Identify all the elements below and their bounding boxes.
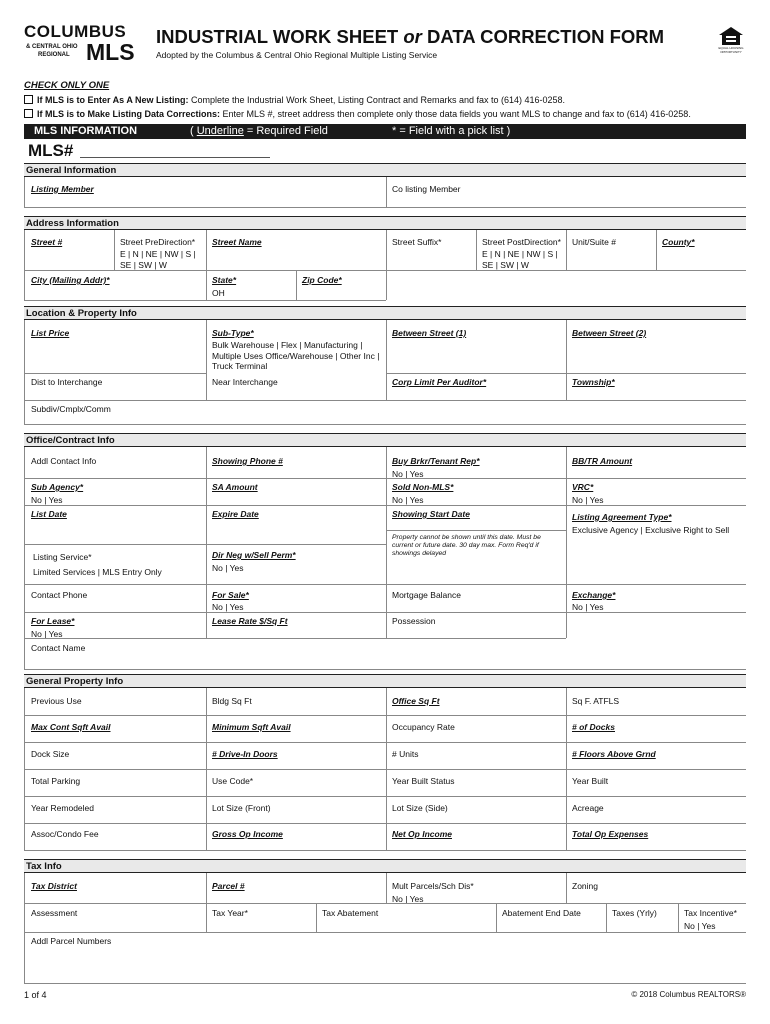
logo-sub1: & CENTRAL OHIO — [26, 44, 78, 50]
lot-size-side-field[interactable]: Lot Size (Side) — [392, 803, 448, 813]
listing-service-field[interactable]: Listing Service* — [33, 552, 92, 562]
mls-number-field[interactable] — [80, 157, 270, 158]
unit-suite-field[interactable]: Unit/Suite # — [572, 237, 616, 247]
office-sqft-field[interactable]: Office Sq Ft — [392, 696, 440, 706]
sub-agency-options: No | Yes — [31, 495, 63, 505]
street-number-field[interactable]: Street # — [31, 237, 63, 247]
opt1-bold: If MLS is to Enter As A New Listing: — [37, 95, 189, 105]
section-location: Location & Property Info — [24, 306, 746, 320]
bar-pick: * = Field with a pick list ) — [392, 125, 511, 137]
tax-abatement-field[interactable]: Tax Abatement — [322, 908, 379, 918]
street-postdirection-field[interactable]: Street PostDirection* — [482, 237, 561, 247]
logo — [24, 22, 142, 64]
drive-in-doors-field[interactable]: # Drive-In Doors — [212, 749, 278, 759]
section-general-property: General Property Info — [24, 674, 746, 688]
contact-name-field[interactable]: Contact Name — [31, 643, 86, 653]
addl-parcel-numbers-field[interactable]: Addl Parcel Numbers — [31, 936, 112, 946]
co-listing-member-field[interactable]: Co listing Member — [392, 184, 461, 194]
street-suffix-field[interactable]: Street Suffix* — [392, 237, 442, 247]
checkbox-icon[interactable] — [24, 95, 33, 104]
year-remodeled-field[interactable]: Year Remodeled — [31, 803, 95, 813]
page-title — [156, 26, 664, 48]
section-general: General Information — [24, 163, 746, 177]
section-office: Office/Contract Info — [24, 433, 746, 447]
bar-legend — [190, 124, 328, 139]
section-address: Address Information — [24, 216, 746, 230]
between-street-2-field[interactable]: Between Street (2) — [572, 328, 647, 338]
possession-field[interactable]: Possession — [392, 616, 436, 626]
bldg-sqft-field[interactable]: Bldg Sq Ft — [212, 696, 252, 706]
lease-rate-field[interactable]: Lease Rate $/Sq Ft — [212, 616, 288, 626]
listing-service-options: Limited Services | MLS Entry Only — [33, 567, 162, 577]
contact-phone-field[interactable]: Contact Phone — [31, 590, 88, 600]
near-interchange-field[interactable]: Near Interchange — [212, 377, 278, 387]
opt1-text: Complete the Industrial Work Sheet, Listing Contract and Remarks and fax to (614) 416-0258. — [188, 95, 566, 105]
abatement-end-date-field[interactable]: Abatement End Date — [502, 908, 581, 918]
expire-date-field[interactable]: Expire Date — [212, 509, 259, 519]
for-sale-field[interactable]: For Sale* — [212, 590, 249, 600]
exchange-field[interactable]: Exchange* — [572, 590, 616, 600]
vrc-field[interactable]: VRC* — [572, 482, 594, 492]
listing-member-field[interactable]: Listing Member — [31, 184, 94, 194]
title-part-a: INDUSTRIAL WORK SHEET — [156, 26, 404, 47]
sa-amount-field[interactable]: SA Amount — [212, 482, 258, 492]
showing-phone-field[interactable]: Showing Phone # — [212, 456, 283, 466]
township-field[interactable]: Township* — [572, 377, 615, 387]
for-sale-options: No | Yes — [212, 602, 244, 612]
dir-neg-options: No | Yes — [212, 563, 244, 573]
previous-use-field[interactable]: Previous Use — [31, 696, 82, 706]
minimum-sqft-field[interactable]: Minimum Sqft Avail — [212, 722, 291, 732]
mls-info-bar — [24, 124, 746, 139]
mls-number-label: MLS# — [28, 141, 74, 160]
occupancy-rate-field[interactable]: Occupancy Rate — [392, 722, 455, 732]
opt2-bold: If MLS is to Make Listing Data Corrections: — [37, 109, 221, 119]
listing-agreement-type-field[interactable]: Listing Agreement Type* — [572, 512, 672, 522]
lot-size-front-field[interactable]: Lot Size (Front) — [212, 803, 271, 813]
total-op-expenses-field[interactable]: Total Op Expenses — [572, 829, 649, 839]
logo-mls: MLS — [86, 39, 135, 65]
option-new-listing[interactable] — [24, 95, 565, 105]
street-name-field[interactable]: Street Name — [212, 237, 262, 247]
assoc-condo-fee-field[interactable]: Assoc/Condo Fee — [31, 829, 99, 839]
mortgage-balance-field[interactable]: Mortgage Balance — [392, 590, 461, 600]
total-parking-field[interactable]: Total Parking — [31, 776, 81, 786]
sub-agency-field[interactable]: Sub Agency* — [31, 482, 84, 492]
list-date-field[interactable]: List Date — [31, 509, 67, 519]
state-value: OH — [212, 288, 225, 298]
state-field[interactable]: State* — [212, 275, 237, 285]
tax-incentive-options: No | Yes — [684, 921, 716, 931]
docks-field[interactable]: # of Docks — [572, 722, 615, 732]
vrc-options: No | Yes — [572, 495, 604, 505]
equal-housing-icon — [718, 26, 744, 54]
bar-title: MLS INFORMATION — [34, 125, 138, 137]
taxes-yrly-field[interactable]: Taxes (Yrly) — [612, 908, 657, 918]
acreage-field[interactable]: Acreage — [572, 803, 604, 813]
buy-brkr-field[interactable]: Buy Brkr/Tenant Rep* — [392, 456, 480, 466]
exchange-options: No | Yes — [572, 602, 604, 612]
sold-non-mls-field[interactable]: Sold Non-MLS* — [392, 482, 454, 492]
logo-top-text: COLUMBUS — [24, 22, 127, 41]
gross-op-income-field[interactable]: Gross Op Income — [212, 829, 283, 839]
mult-parcels-options: No | Yes — [392, 894, 424, 904]
tax-incentive-field[interactable]: Tax Incentive* — [684, 908, 737, 918]
listing-agreement-options: Exclusive Agency | Exclusive Right to Sell — [572, 525, 730, 535]
mult-parcels-field[interactable]: Mult Parcels/Sch Dis* — [392, 881, 474, 891]
logo-sub2: REGIONAL — [38, 52, 70, 58]
zip-code-field[interactable]: Zip Code* — [302, 275, 342, 285]
bb-tr-amount-field[interactable]: BB/TR Amount — [572, 456, 633, 466]
dist-to-interchange-field[interactable]: Dist to Interchange — [31, 377, 103, 387]
eho-text: EQUAL HOUSING OPPORTUNITY — [718, 46, 744, 54]
section-tax: Tax Info — [24, 859, 746, 873]
tax-district-field[interactable]: Tax District — [31, 881, 77, 891]
sub-type-field[interactable]: Sub-Type* — [212, 328, 254, 338]
showing-start-date-field[interactable]: Showing Start Date — [392, 509, 470, 519]
showing-start-note: Property cannot be shown until this date. Must be current or future date. 30 day max. Form Req'd if showings delayed — [392, 534, 541, 557]
subdiv-field[interactable]: Subdiv/Cmplx/Comm — [31, 404, 111, 414]
addl-contact-info-field[interactable]: Addl Contact Info — [31, 456, 97, 466]
page-subtitle: Adopted by the Columbus & Central Ohio Regional Multiple Listing Service — [156, 50, 438, 60]
checkbox-icon[interactable] — [24, 109, 33, 118]
assessment-field[interactable]: Assessment — [31, 908, 78, 918]
copyright: © 2018 Columbus REALTORS® — [631, 990, 746, 999]
bar-underline: Underline — [196, 125, 244, 137]
sub-type-options: Bulk Warehouse | Flex | Manufacturing | Multiple Uses Office/Warehouse | Other Inc | Truck Terminal — [212, 340, 380, 371]
zoning-field[interactable]: Zoning — [572, 881, 598, 891]
sold-non-mls-options: No | Yes — [392, 495, 424, 505]
title-part-b: DATA CORRECTION FORM — [421, 26, 665, 47]
year-built-field[interactable]: Year Built — [572, 776, 609, 786]
year-built-status-field[interactable]: Year Built Status — [392, 776, 455, 786]
county-field[interactable]: County* — [662, 237, 695, 247]
title-or: or — [403, 26, 422, 47]
opt2-text: Enter MLS #, street address then complete only those data fields you want MLS to change and fax to (614) 416-0258. — [220, 109, 691, 119]
list-price-field[interactable]: List Price — [31, 328, 70, 338]
postdirection-options: E | N | NE | NW | S | SE | SW | W — [482, 249, 558, 270]
check-heading: CHECK ONLY ONE — [24, 80, 110, 91]
bar-req: = Required Field — [243, 125, 328, 137]
max-cont-sqft-field[interactable]: Max Cont Sqft Avail — [31, 722, 111, 732]
dock-size-field[interactable]: Dock Size — [31, 749, 70, 759]
option-data-correction[interactable] — [24, 109, 691, 119]
predirection-options: E | N | NE | NW | S | SE | SW | W — [120, 249, 196, 270]
floors-above-grnd-field[interactable]: # Floors Above Grnd — [572, 749, 656, 759]
parcel-field[interactable]: Parcel # — [212, 881, 245, 891]
page-number: 1 of 4 — [24, 990, 47, 1000]
sqft-atfls-field[interactable]: Sq F. ATFLS — [572, 696, 620, 706]
dir-neg-field[interactable]: Dir Neg w/Sell Perm* — [212, 550, 296, 560]
tax-year-field[interactable]: Tax Year* — [212, 908, 248, 918]
net-op-income-field[interactable]: Net Op Income — [392, 829, 452, 839]
units-field[interactable]: # Units — [392, 749, 419, 759]
for-lease-options: No | Yes — [31, 629, 63, 639]
city-field[interactable]: City (Mailing Addr)* — [31, 275, 110, 285]
between-street-1-field[interactable]: Between Street (1) — [392, 328, 467, 338]
bar-open: ( — [190, 125, 197, 137]
street-predirection-field[interactable]: Street PreDirection* — [120, 237, 196, 247]
for-lease-field[interactable]: For Lease* — [31, 616, 75, 626]
use-code-field[interactable]: Use Code* — [212, 776, 254, 786]
buy-brkr-options: No | Yes — [392, 469, 424, 479]
corp-limit-field[interactable]: Corp Limit Per Auditor* — [392, 377, 487, 387]
